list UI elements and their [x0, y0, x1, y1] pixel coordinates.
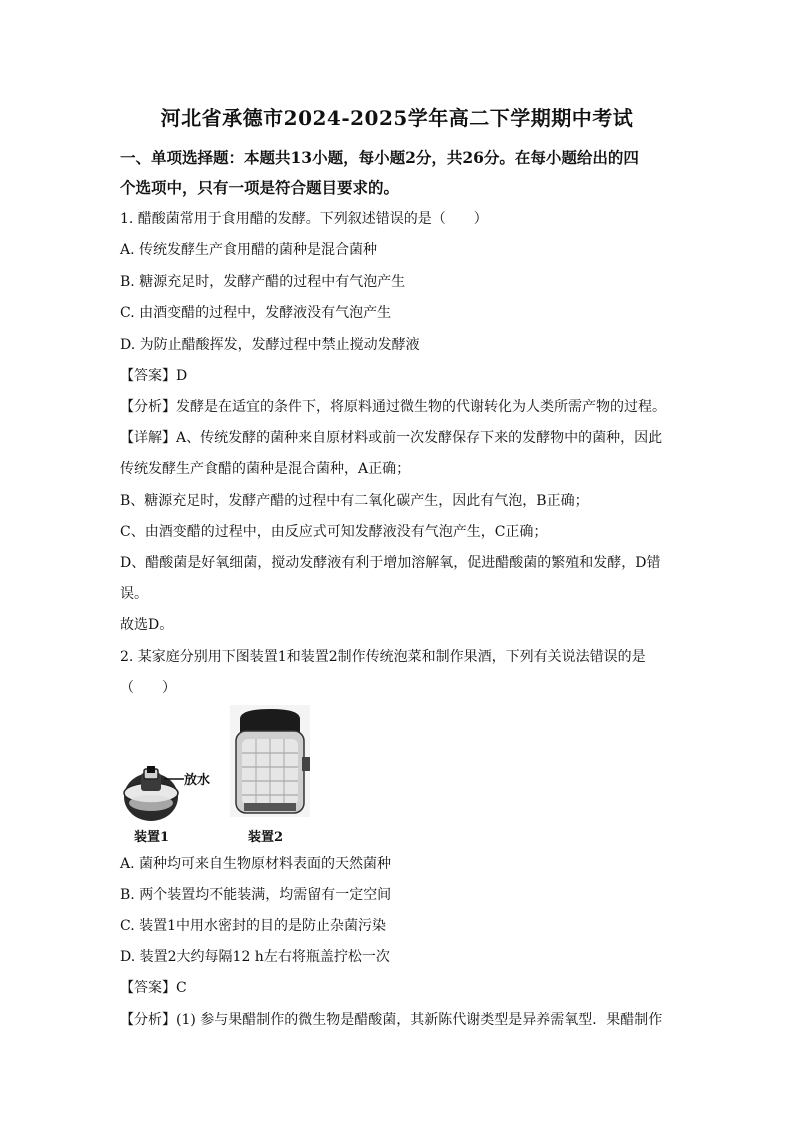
q2-figure: [120, 705, 320, 845]
device-2-caption: 装置2: [248, 830, 284, 845]
q1-option-a: A. 传统发酵生产食用醋的菌种是混合菌种: [120, 242, 378, 258]
section-header-line-1: 一、单项选择题：本题共13小题，每小题2分，共26分。在每小题给出的四: [120, 148, 639, 167]
q2-option-a: A. 菌种均可来自生物原材料表面的天然菌种: [120, 856, 392, 872]
q2-option-d: D. 装置2大约每隔12 h左右将瓶盖拧松一次: [120, 949, 390, 965]
q2-stem-line-1: 2. 某家庭分别用下图装置1和装置2制作传统泡菜和制作果酒，下列有关说法错误的是: [120, 649, 646, 665]
q2-option-c: C. 装置1中用水密封的目的是防止杂菌污染: [120, 918, 387, 934]
q1-analysis: 【分析】发酵是在适宜的条件下，将原料通过微生物的代谢转化为人类所需产物的过程。: [120, 399, 666, 415]
device-1-caption: 装置1: [134, 830, 170, 845]
q1-option-c: C. 由酒变醋的过程中，发酵液没有气泡产生: [120, 305, 392, 321]
q1-answer: 【答案】D: [120, 368, 188, 384]
pointer-line: [164, 777, 184, 781]
section-header-line-2: 个选项中，只有一项是符合题目要求的。: [120, 178, 400, 197]
q1-option-b: B. 糖源充足时，发酵产醋的过程中有气泡产生: [120, 274, 406, 290]
q1-detail-line: 误。: [120, 586, 148, 602]
q1-detail-line: C、由酒变醋的过程中，由反应式可知发酵液没有气泡产生，C正确；: [120, 524, 548, 540]
q2-answer: 【答案】C: [120, 980, 187, 996]
q2-stem-line-2: （ ）: [120, 680, 176, 696]
q2-analysis: 【分析】(1) 参与果醋制作的微生物是醋酸菌，其新陈代谢类型是异养需氧型．果醋制作: [120, 1012, 663, 1028]
wine-bottle-device-icon: [230, 705, 310, 817]
q1-detail-line: 【详解】A、传统发酵的菌种来自原材料或前一次发酵保存下来的发酵物中的菌种，因此: [120, 430, 663, 446]
page-title: 河北省承德市2024-2025学年高二下学期期中考试: [160, 106, 634, 130]
q1-stem: 1. 醋酸菌常用于食用醋的发酵。下列叙述错误的是（ ）: [120, 211, 488, 227]
q2-option-b: B. 两个装置均不能装满，均需留有一定空间: [120, 887, 392, 903]
water-seal-label: 放水: [184, 773, 211, 788]
q1-detail-line: 传统发酵生产食醋的菌种是混合菌种，A正确；: [120, 461, 411, 477]
q1-option-d: D. 为防止醋酸挥发，发酵过程中禁止搅动发酵液: [120, 337, 420, 353]
pickle-jar-device-icon: [120, 763, 182, 825]
q1-detail-line: D、醋酸菌是好氧细菌，搅动发酵液有利于增加溶解氧，促进醋酸菌的繁殖和发酵，D错: [120, 555, 661, 571]
q1-conclusion: 故选D。: [120, 617, 174, 633]
q1-detail-line: B、糖源充足时，发酵产醋的过程中有二氧化碳产生，因此有气泡，B正确；: [120, 493, 589, 509]
